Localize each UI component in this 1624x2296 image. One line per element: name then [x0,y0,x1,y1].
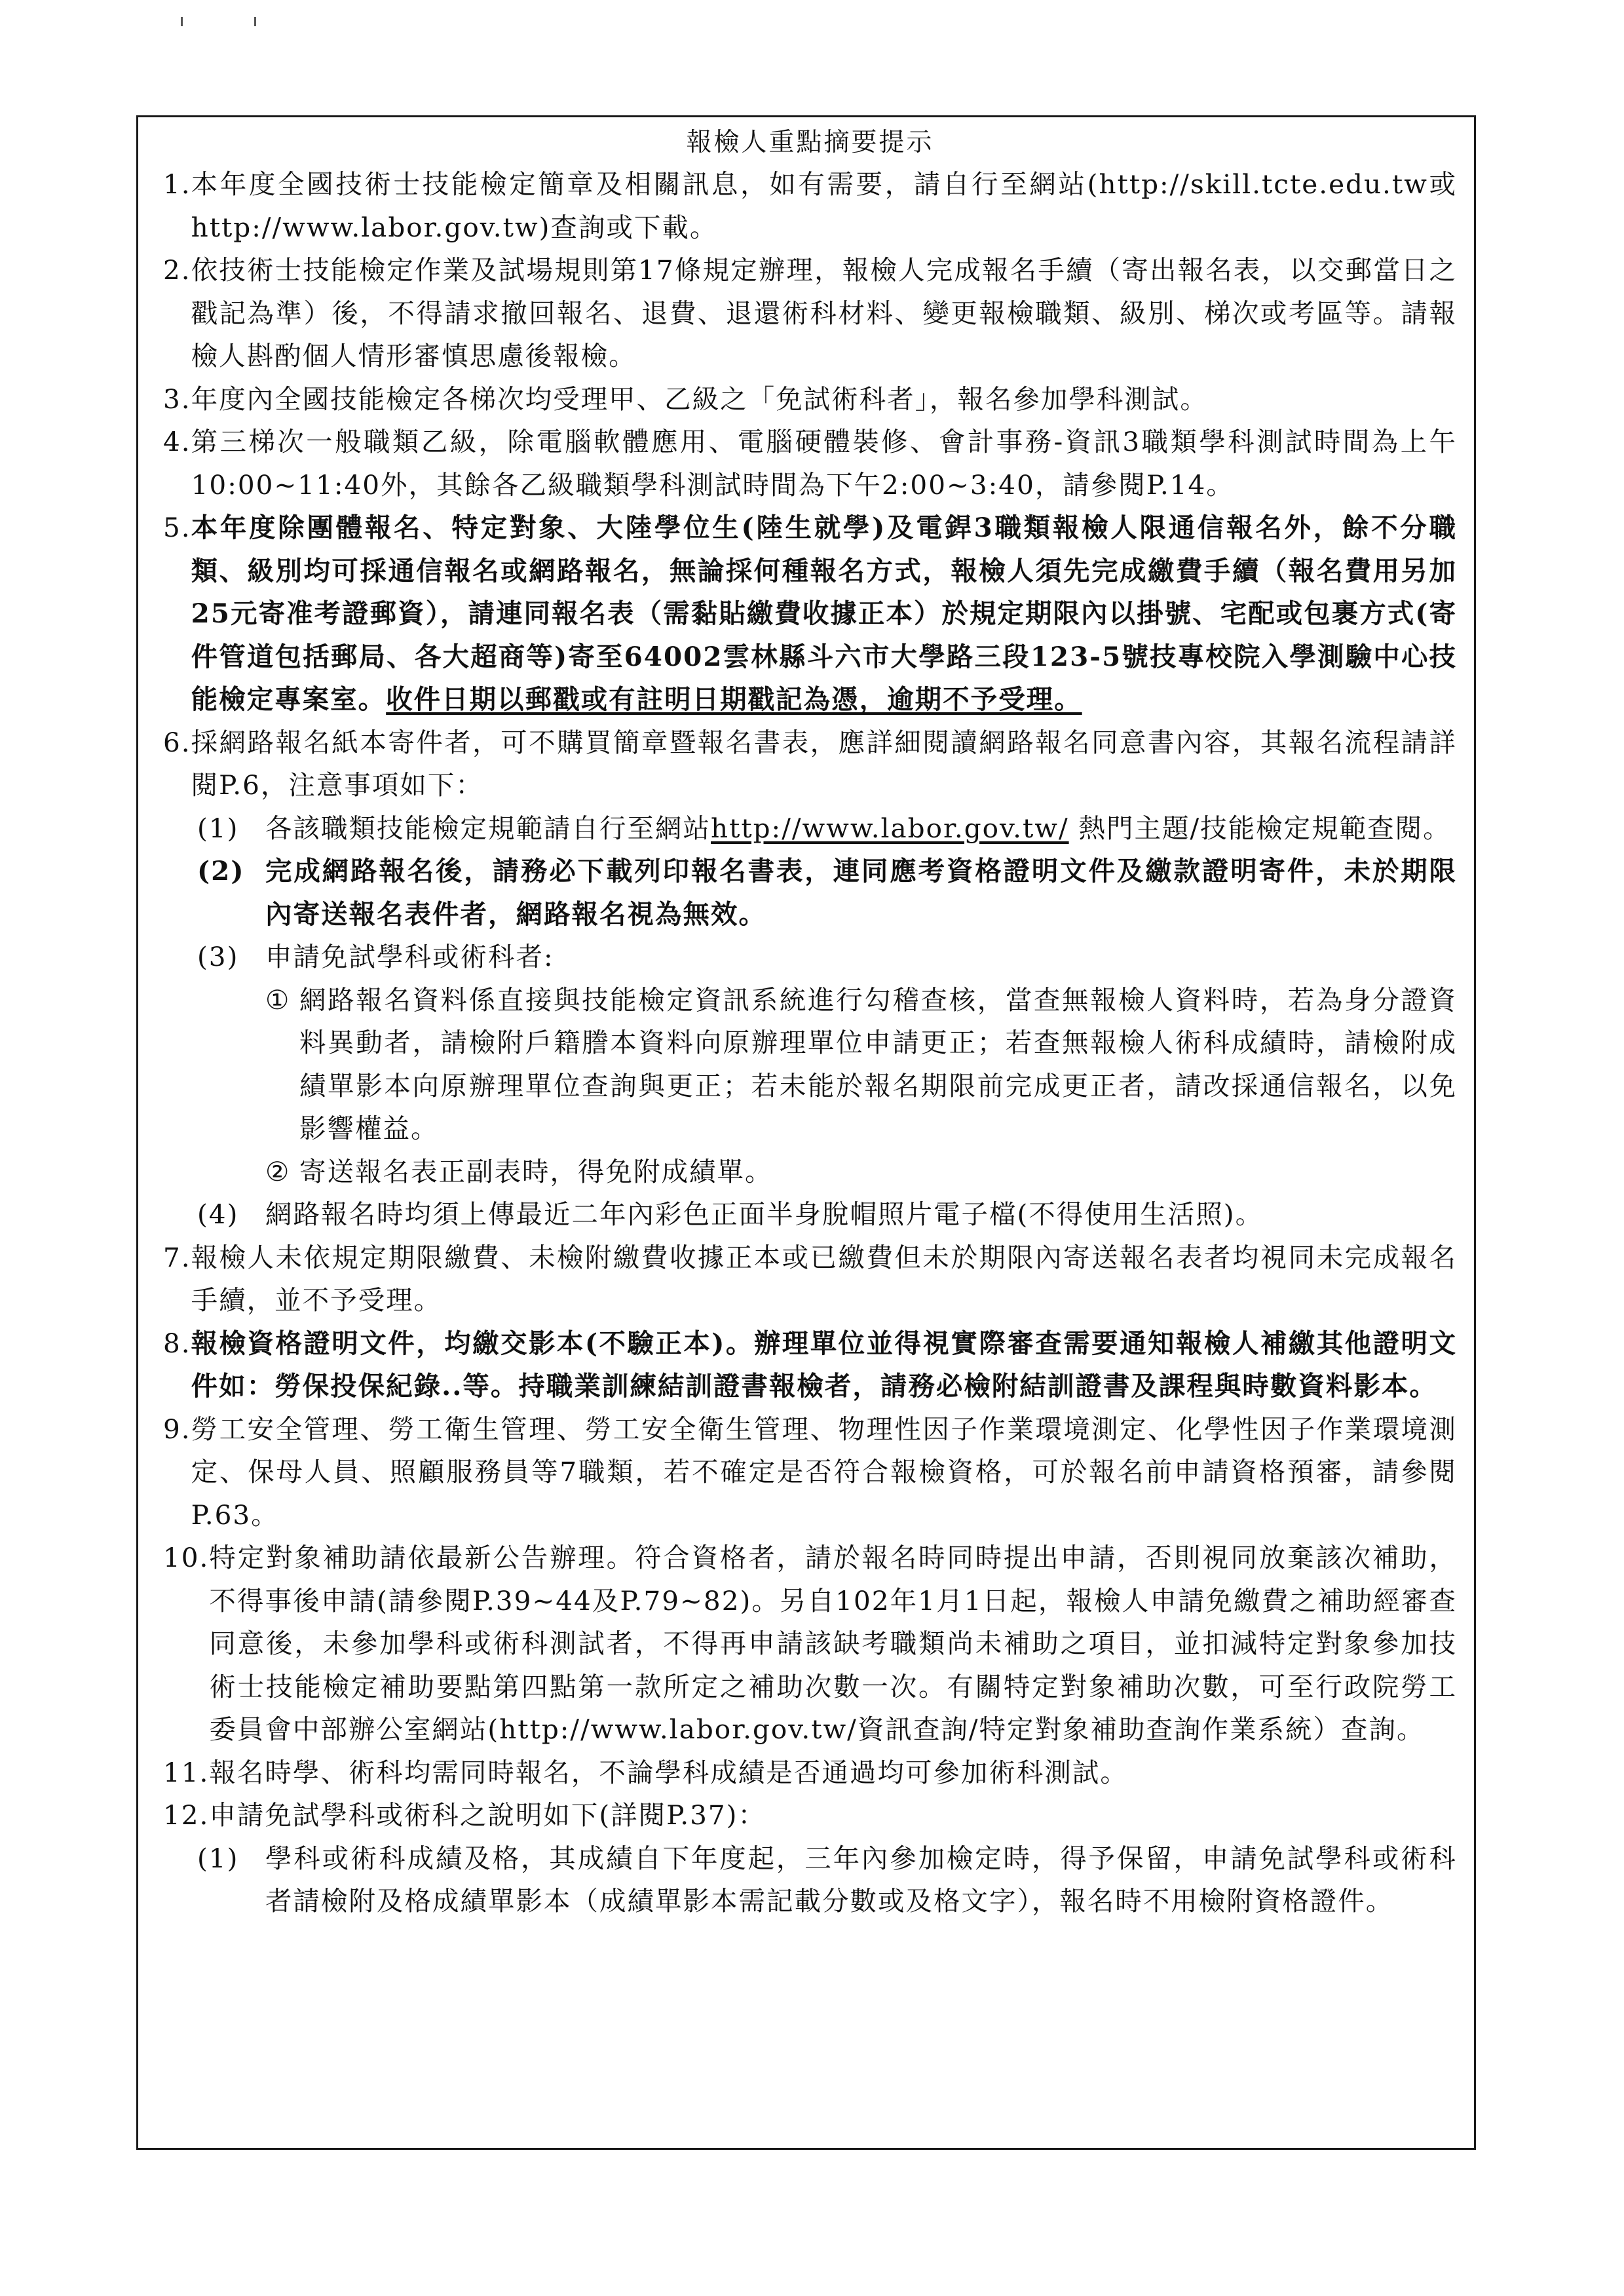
list-item [163,1751,1457,1795]
item-number: 10. [163,1542,210,1573]
item-number: 1. [163,168,191,200]
item-number: 8. [163,1327,191,1359]
sub-item [163,1193,1457,1236]
item-number: 9. [163,1413,191,1445]
list-item [163,163,1457,249]
list-item [163,378,1457,421]
item-text-underlined: 收件日期以郵戳或有註明日期戳記為憑，逾期不予受理。 [386,683,1082,715]
sub-item-number: (1) [197,1842,239,1874]
item-text: 報檢資格證明文件，均繳交影本(不驗正本)。辦理單位並得視實際審查需要通知報檢人補繳其他證明文件如：勞保投保紀錄..等。持職業訓練結訓證書報檢者，請務必檢附結訓證書及課程與時數資料影本。 [191,1327,1457,1402]
list-item [163,721,1457,807]
item-text: 報名時學、術科均需同時報名，不論學科成績是否通過均可參加術科測試。 [209,1756,1128,1788]
sub-item-number: (1) [197,812,239,844]
sub-item-number: (3) [197,941,239,972]
sub-item-number: (2) [197,855,245,887]
sub-item-text: 學科或術科成績及格，其成績自下年度起，三年內參加檢定時，得予保留，申請免試學科或術科者請檢附及格成績單影本（成績單影本需記載分數或及格文字），報名時不用檢附資格證件。 [265,1842,1457,1917]
sub-item [163,1837,1457,1923]
sub-point [163,979,1457,1151]
item-text: 依技術士技能檢定作業及試場規則第17條規定辦理，報檢人完成報名手續（寄出報名表，以交郵當日之戳記為準）後，不得請求撤回報名、退費、退還術科材料、變更報檢職類、級別、梯次或考區等。請報檢人斟酌個人情形審慎思慮後報檢。 [191,254,1457,372]
list-item [163,1408,1457,1537]
sub-item-text: 申請免試學科或術科者: [265,941,554,972]
sub-point-number: ② [265,1155,291,1187]
scan-mark [254,17,256,26]
item-number: 11. [163,1756,210,1788]
item-text: 年度內全國技能檢定各梯次均受理甲、乙級之「免試術科者」，報名參加學科測試。 [191,383,1208,415]
list-item [163,249,1457,378]
sub-point-text: 寄送報名表正副表時，得免附成績單。 [299,1155,773,1187]
item-number: 12. [163,1799,210,1831]
sub-point [163,1151,1457,1194]
list-item [163,1537,1457,1751]
list-item [163,421,1457,507]
sub-item [163,936,1457,979]
sub-point-number: ① [265,984,291,1016]
item-text: 申請免試學科或術科之說明如下(詳閱P.37)： [209,1799,766,1831]
item-text [191,507,1457,721]
item-text: 本年度全國技術士技能檢定簡章及相關訊息，如有需要，請自行至網站(http://skill.tcte.edu.tw或http://www.labor.gov.tw)查詢或下載。 [191,168,1457,243]
item-number: 4. [163,426,191,457]
item-text: 第三梯次一般職類乙級，除電腦軟體應用、電腦硬體裝修、會計事務-資訊3職類學科測試時間為上午10:00~11:40外，其餘各乙級職類學科測試時間為下午2:00~3:40，請參閱P.14。 [191,426,1457,501]
sub-item-number: (4) [197,1198,239,1230]
item-number: 3. [163,383,191,415]
item-text: 報檢人未依規定期限繳費、未檢附繳費收據正本或已繳費但未於期限內寄送報名表者均視同未完成報名手續，並不予受理。 [191,1241,1457,1316]
list-item [163,1236,1457,1322]
list-item [163,1322,1457,1408]
sub-item-text: 完成網路報名後，請務必下載列印報名書表，連同應考資格證明文件及繳款證明寄件，未於期限內寄送報名表件者，網路報名視為無效。 [265,855,1457,930]
item-text: 採網路報名紙本寄件者，可不購買簡章暨報名書表，應詳細閱讀網路報名同意書內容，其報名流程請詳閱P.6，注意事項如下： [191,726,1457,801]
sub-item [163,850,1457,936]
sub-item-text: 網路報名時均須上傳最近二年內彩色正面半身脫帽照片電子檔(不得使用生活照)。 [265,1198,1264,1230]
sub-item [163,807,1457,851]
item-number: 2. [163,254,191,286]
item-number: 7. [163,1241,191,1273]
sub-item-text [265,807,1457,851]
labor-website-link[interactable]: http://www.labor.gov.tw/ [711,812,1069,844]
item-number: 6. [163,726,191,758]
notice-title: 報檢人重點摘要提示 [686,128,934,157]
item-text: 特定對象補助請依最新公告辦理。符合資格者，請於報名時同時提出申請，否則視同放棄該次補助，不得事後申請(請參閱P.39~44及P.79~82)。另自102年1月1日起，報檢人申請免繳費之補助經審查同意後，未參加學科或術科測試者，不得再申請該缺考職類尚未補助之項目，並扣減特定對象參加技術士技能檢定補助要點第四點第一款所定之補助次數一次。有關特定對象補助次數，可至行政院勞工委員會中部辦公室網站(http://www.labor.gov.tw/資訊查詢/特定對象補助查詢作業系統）查詢。 [209,1542,1457,1745]
sub-item-text-after: 熱門主題/技能檢定規範查閱。 [1068,812,1451,844]
notice-box [136,115,1476,2150]
list-item [163,1794,1457,1837]
item-text-bold: 本年度除團體報名、特定對象、大陸學位生(陸生就學)及電銲3職類報檢人限通信報名外，餘不分職類、級別均可採通信報名或網路報名，無論採何種報名方式，報檢人須先完成繳費手續（報名費用另加25元寄准考證郵資），請連同報名表（需黏貼繳費收據正本）於規定期限內以掛號、宅配或包裹方式(寄件管道包括郵局、各大超商等)寄至64002雲林縣斗六市大學路三段123-5號技專校院入學測驗中心技能檢定專案室。 [191,512,1457,715]
scan-mark [181,17,183,26]
item-number: 5. [163,512,191,543]
sub-item-text-before: 各該職類技能檢定規範請自行至網站 [265,812,711,844]
sub-point-text: 網路報名資料係直接與技能檢定資訊系統進行勾稽查核，當查無報檢人資料時，若為身分證資料異動者，請檢附戶籍謄本資料向原辦理單位申請更正；若查無報檢人術科成績時，請檢附成績單影本向原辦理單位查詢與更正；若未能於報名期限前完成更正者，請改採通信報名，以免影響權益。 [299,984,1457,1144]
item-text: 勞工安全管理、勞工衛生管理、勞工安全衛生管理、物理性因子作業環境測定、化學性因子作業環境測定、保母人員、照顧服務員等7職類，若不確定是否符合報檢資格，可於報名前申請資格預審，請參閱P.63。 [191,1413,1457,1531]
list-item [163,507,1457,721]
